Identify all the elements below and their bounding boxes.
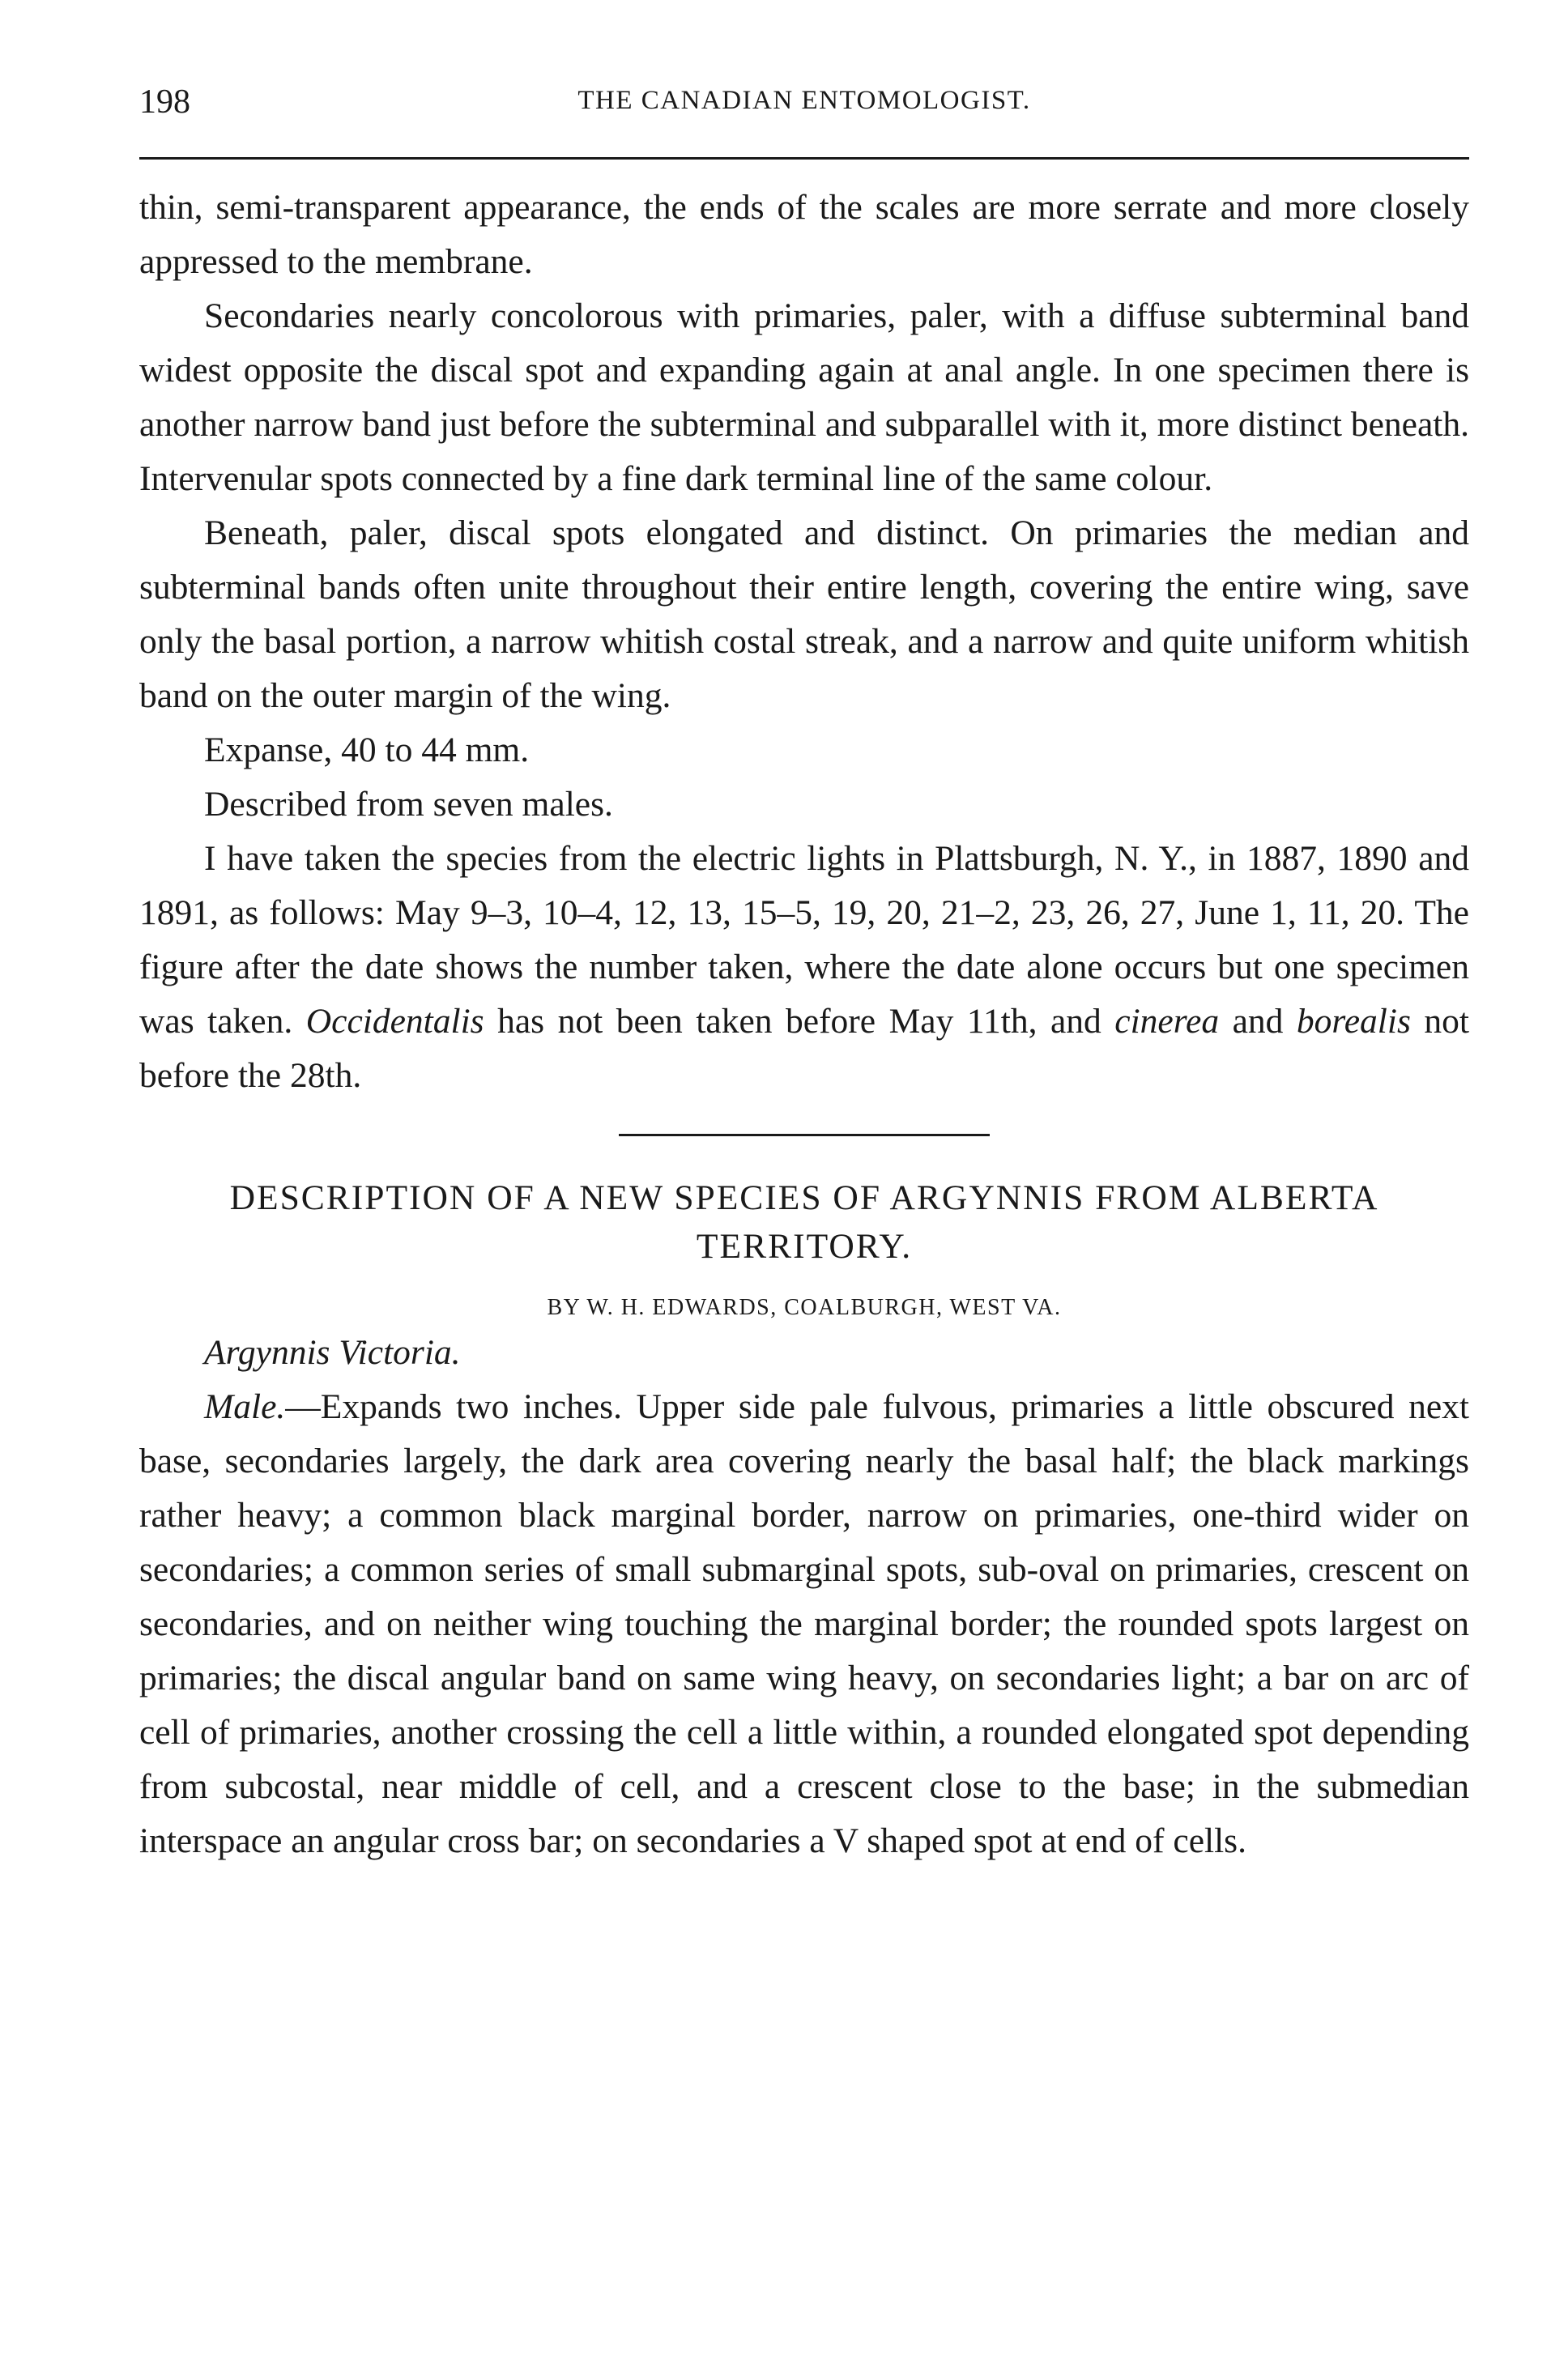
italic-text: Male.: [204, 1387, 286, 1426]
paragraph: [139, 1380, 1469, 1868]
paragraph: [139, 723, 1469, 777]
previous-article-body: [139, 181, 1469, 1103]
text-run: has not been taken before May 11th, and: [484, 1002, 1115, 1041]
italic-text: Occidentalis: [305, 1002, 484, 1041]
italic-text: borealis: [1296, 1002, 1411, 1041]
text-run: and: [1219, 1002, 1297, 1041]
paragraph: [139, 777, 1469, 832]
text-run: Secondaries nearly concolorous with primaries, paler, with a diffuse subterminal band widest opposite the discal spot and expanding again at anal angle. In one specimen there is another narrow band just before the subterminal and subparallel with it, more distinct beneath. Intervenular spots connected by a fine dark terminal line of the same colour.: [139, 296, 1469, 498]
text-run: —Expands two inches. Upper side pale fulvous, primaries a little obscured next base, secondaries largely, the dark area covering nearly the basal half; the black markings rather heavy; a common black marginal border, narrow on primaries, one-third wider on secondaries; a common series of small submarginal spots, sub-oval on primaries, crescent on secondaries, and on neither wing touching the marginal border; the rounded spots largest on primaries; the discal angular band on same wing heavy, on secondaries light; a bar on arc of cell of primaries, another crossing the cell a little within, a rounded elongated spot depending from subcostal, near middle of cell, and a crescent close to the base; in the submedian interspace an angular cross bar; on secondaries a V shaped spot at end of cells.: [139, 1387, 1469, 1860]
text-run: thin, semi-transparent appearance, the ends of the scales are more serrate and more closely appressed to the membrane.: [139, 188, 1469, 281]
paragraph: [139, 506, 1469, 723]
running-head: [139, 75, 1469, 123]
paragraph: [139, 1326, 1469, 1380]
section-divider: [619, 1134, 990, 1136]
journal-title: THE CANADIAN ENTOMOLOGIST.: [577, 86, 1031, 115]
article-byline: BY W. H. EDWARDS, COALBURGH, WEST VA.: [547, 1295, 1062, 1320]
header-rule: [139, 157, 1469, 160]
italic-text: cinerea: [1114, 1002, 1220, 1041]
text-run: not before the 28th.: [139, 1002, 1469, 1095]
text-run: I have taken the species from the electric lights in Plattsburgh, N. Y., in 1887, 1890 and 1891, as follows: May 9–3, 10–4, 12, 13, 15–5, 19, 20, 21–2, 23, 26, 27, June 1, 11, 20. The figure after the date shows the number taken, where the date alone occurs but one specimen was taken.: [139, 839, 1469, 1041]
text-run: Described from seven males.: [204, 785, 613, 824]
article-body: [139, 1326, 1469, 1868]
article-title: DESCRIPTION OF A NEW SPECIES OF ARGYNNIS FROM ALBERTA TERRITORY.: [229, 1178, 1379, 1266]
paragraph: [139, 181, 1469, 289]
italic-text: Argynnis Victoria.: [204, 1333, 461, 1372]
text-run: Expanse, 40 to 44 mm.: [204, 730, 530, 769]
page: [139, 75, 1469, 1868]
page-number: 198: [139, 83, 190, 121]
paragraph: [139, 832, 1469, 1103]
text-run: Beneath, paler, discal spots elongated and distinct. On primaries the median and subterminal bands often unite throughout their entire length, covering the entire wing, save only the basal portion, a narrow whitish costal streak, and a narrow and quite uniform whitish band on the outer margin of the wing.: [139, 513, 1469, 715]
paragraph: [139, 289, 1469, 506]
